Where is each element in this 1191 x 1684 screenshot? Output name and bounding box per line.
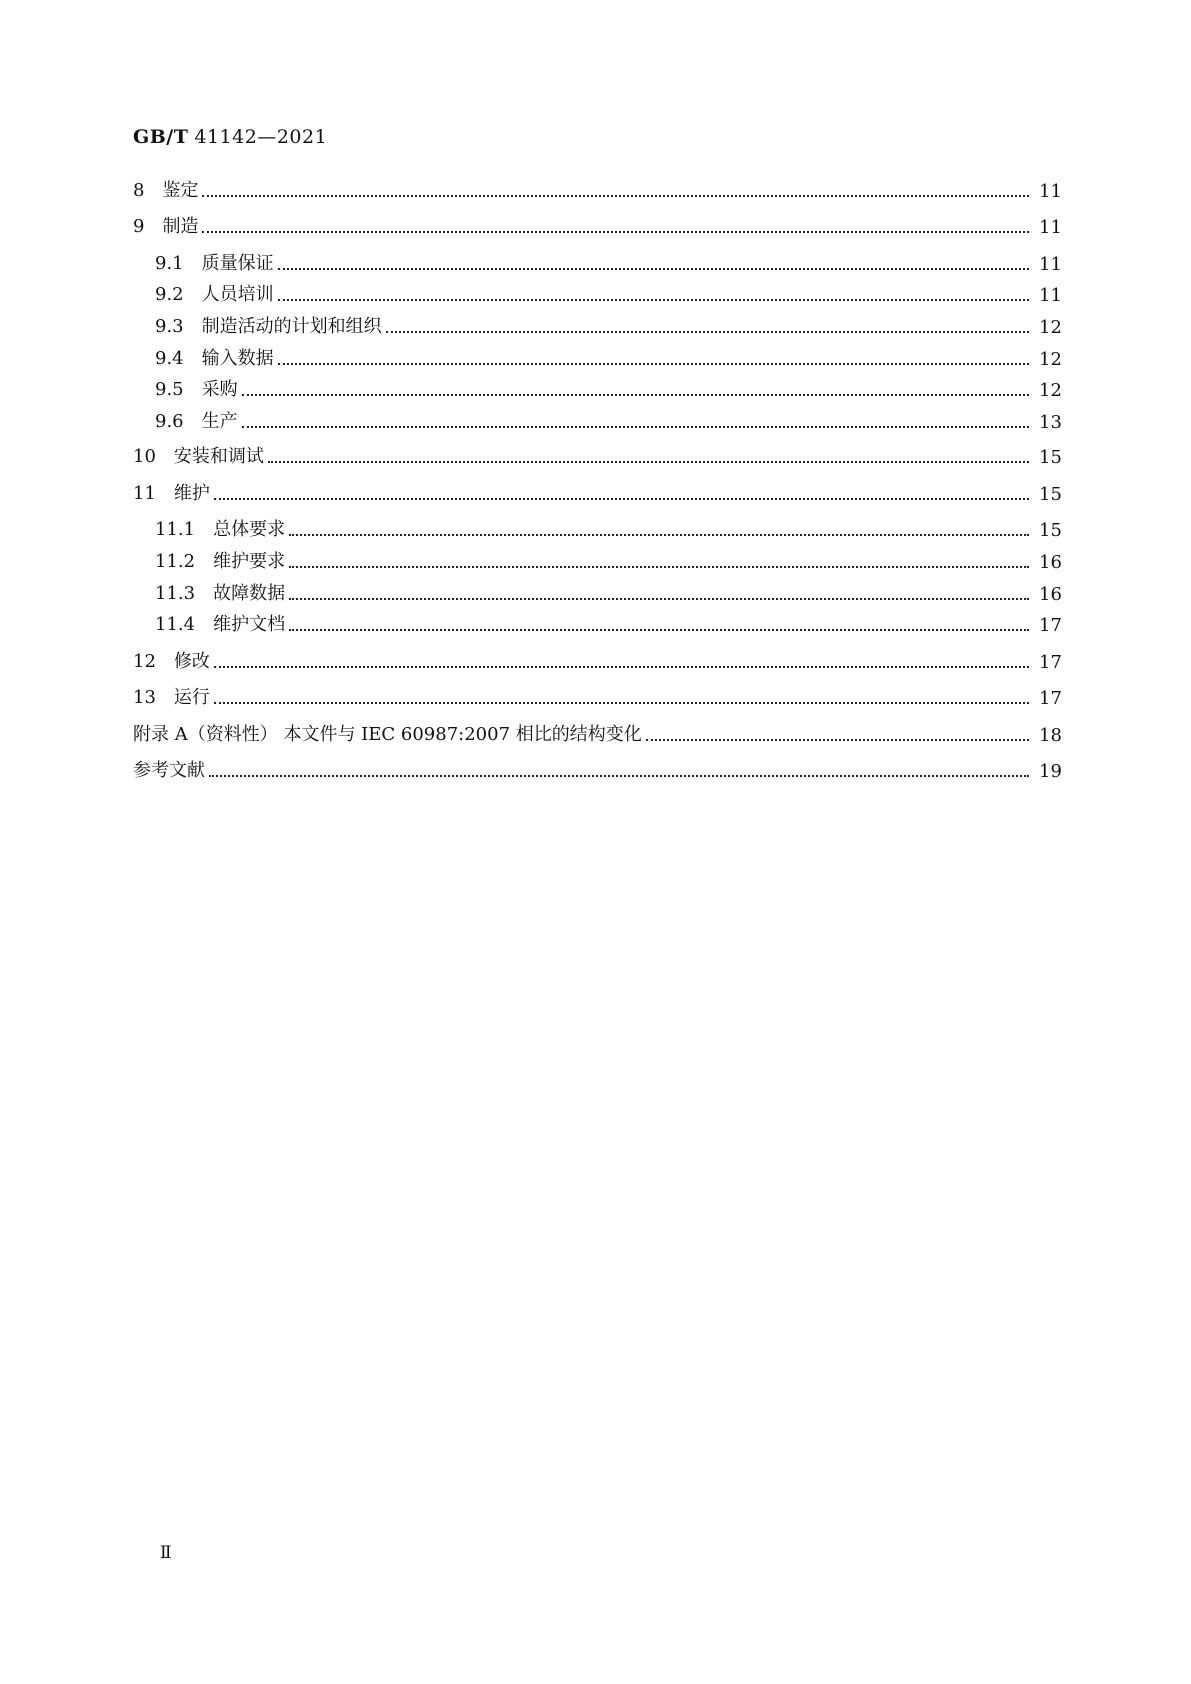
toc-leader-dots — [289, 629, 1029, 631]
toc-page: 17 — [1039, 688, 1062, 709]
toc-number: 9.1 — [155, 253, 184, 274]
toc-entry[interactable] — [155, 549, 1061, 573]
document-header — [133, 126, 327, 148]
toc-title: 附录 A（资料性） 本文件与 IEC 60987:2007 相比的结构变化 — [133, 724, 642, 745]
toc-entry[interactable] — [133, 444, 1061, 468]
toc-leader-dots — [214, 498, 1029, 500]
toc-title: 输入数据 — [201, 348, 274, 369]
toc-entry[interactable] — [133, 758, 1061, 782]
toc-leader-dots — [289, 566, 1029, 568]
toc-entry[interactable] — [155, 346, 1061, 370]
toc-number: 11.1 — [155, 519, 196, 540]
toc-title: 运行 — [173, 687, 210, 708]
toc-number: 11.4 — [155, 614, 196, 635]
toc-entry[interactable] — [155, 612, 1061, 636]
toc-entry[interactable] — [155, 517, 1061, 541]
toc-leader-dots — [289, 598, 1029, 600]
toc-page: 12 — [1039, 380, 1062, 401]
toc-title: 鉴定 — [162, 180, 199, 201]
toc-page: 13 — [1039, 412, 1062, 433]
toc-number: 10 — [133, 446, 156, 467]
toc-page: 12 — [1039, 317, 1062, 338]
toc-title: 维护要求 — [213, 551, 286, 572]
toc-entry[interactable] — [155, 409, 1061, 433]
toc-title: 制造活动的计划和组织 — [201, 316, 382, 337]
standard-prefix: GB/T — [133, 126, 189, 148]
toc-number: 11.3 — [155, 583, 196, 604]
toc-leader-dots — [242, 394, 1029, 396]
toc-page: 15 — [1039, 484, 1062, 505]
toc-title: 采购 — [201, 379, 238, 400]
page-number: Ⅱ — [160, 1543, 172, 1563]
toc-number: 11 — [133, 483, 156, 504]
toc-entry[interactable] — [155, 377, 1061, 401]
toc-entry[interactable] — [133, 722, 1061, 746]
toc-page: 18 — [1039, 725, 1062, 746]
toc-leader-dots — [214, 666, 1029, 668]
toc-page: 15 — [1039, 447, 1062, 468]
toc-leader-dots — [209, 775, 1029, 777]
toc-number: 9.6 — [155, 411, 184, 432]
toc-number: 9.5 — [155, 379, 184, 400]
toc-page: 11 — [1039, 181, 1062, 202]
toc-number: 9 — [133, 216, 145, 237]
toc-leader-dots — [278, 268, 1029, 270]
toc-title: 生产 — [201, 411, 238, 432]
toc-title: 制造 — [162, 216, 199, 237]
toc-title: 维护 — [173, 483, 210, 504]
toc-entry[interactable] — [155, 314, 1061, 338]
toc-entry[interactable] — [133, 481, 1061, 505]
toc-title: 总体要求 — [213, 519, 286, 540]
toc-entry[interactable] — [155, 581, 1061, 605]
toc-page: 16 — [1039, 584, 1062, 605]
toc-leader-dots — [268, 461, 1029, 463]
toc-entry[interactable] — [133, 178, 1061, 202]
toc-number: 9.3 — [155, 316, 184, 337]
toc-entry[interactable] — [133, 685, 1061, 709]
toc-page: 17 — [1039, 615, 1062, 636]
toc-page: 11 — [1039, 254, 1062, 275]
toc-leader-dots — [202, 231, 1029, 233]
toc-title: 修改 — [173, 651, 210, 672]
toc-entry[interactable] — [133, 214, 1061, 238]
toc-entry[interactable] — [133, 649, 1061, 673]
toc-number: 9.4 — [155, 348, 184, 369]
toc-number: 12 — [133, 651, 156, 672]
toc-number: 9.2 — [155, 284, 184, 305]
toc-leader-dots — [202, 195, 1029, 197]
standard-code: 41142—2021 — [194, 126, 328, 148]
toc-leader-dots — [278, 299, 1029, 301]
toc-title: 安装和调试 — [173, 446, 264, 467]
toc-leader-dots — [214, 702, 1029, 704]
toc-number: 8 — [133, 180, 145, 201]
toc-title: 故障数据 — [213, 583, 286, 604]
toc-page: 17 — [1039, 652, 1062, 673]
toc-leader-dots — [242, 426, 1029, 428]
toc-title: 维护文档 — [213, 614, 286, 635]
toc-number: 11.2 — [155, 551, 196, 572]
toc-leader-dots — [289, 534, 1029, 536]
toc-page: 15 — [1039, 520, 1062, 541]
toc-leader-dots — [278, 363, 1029, 365]
toc-page: 12 — [1039, 349, 1062, 370]
toc-page: 16 — [1039, 552, 1062, 573]
toc-entry[interactable] — [155, 282, 1061, 306]
toc-leader-dots — [646, 739, 1029, 741]
toc-title: 参考文献 — [133, 760, 205, 781]
toc-page: 19 — [1039, 761, 1062, 782]
toc-title: 质量保证 — [201, 253, 274, 274]
toc-page: 11 — [1039, 285, 1062, 306]
toc-leader-dots — [386, 331, 1029, 333]
toc-title: 人员培训 — [201, 284, 274, 305]
toc-entry[interactable] — [155, 251, 1061, 275]
toc-number: 13 — [133, 687, 156, 708]
toc-page: 11 — [1039, 217, 1062, 238]
